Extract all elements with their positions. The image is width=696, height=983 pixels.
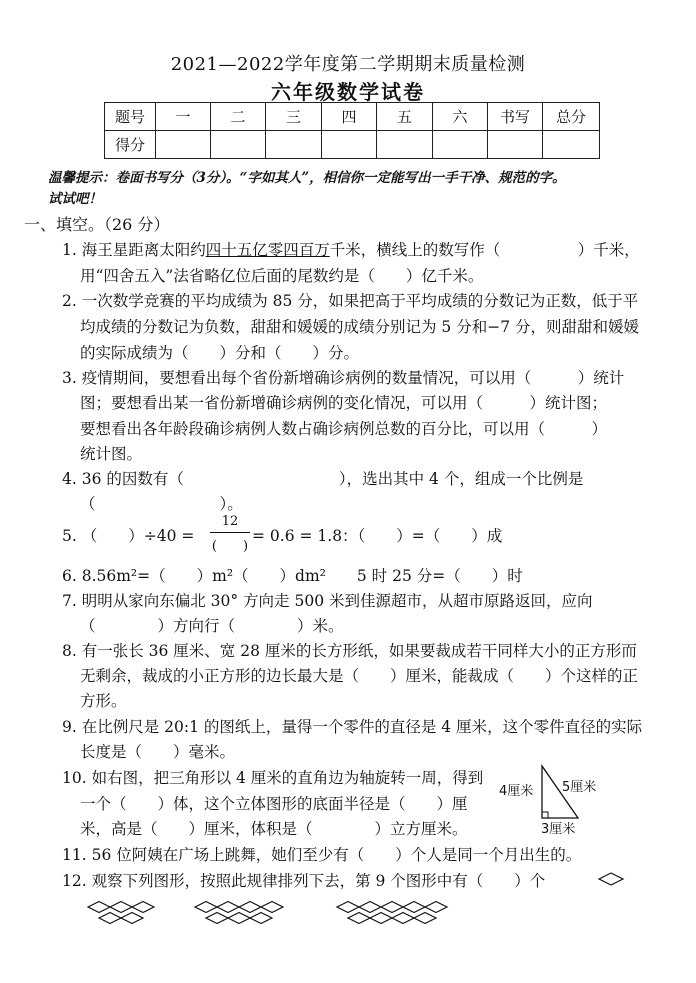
question-8-line-3: 方形。 — [80, 692, 127, 710]
exam-title: 2021—2022学年度第二学期期末质量检测 — [170, 54, 526, 75]
rhombus-pattern-figures — [0, 895, 696, 940]
question-1-line-2: 用“四舍五入”法省略亿位后面的尾数约是（ ）亿千米。 — [80, 267, 484, 285]
question-3-line-4: 统计图。 — [80, 445, 143, 463]
q5-fraction-numerator: 12 — [221, 514, 239, 529]
question-5-suffix: = 0.6 = 1.8：（ ）=（ ）成 — [252, 527, 503, 545]
question-10-line-2: 一个（ ）体，这个立体图形的底面半径是（ ）厘 — [80, 795, 468, 813]
exam-subtitle: 六年级数学试卷 — [271, 80, 425, 104]
rhombus-shape — [217, 902, 239, 913]
score-input-cell[interactable] — [211, 131, 266, 159]
rhombus-shape — [88, 902, 110, 913]
score-input-cell[interactable] — [488, 131, 543, 159]
score-cell: 题号 — [105, 103, 156, 131]
score-cell: 一 — [156, 103, 211, 131]
question-8-line-1: 8. 有一张长 36 厘米、宽 28 厘米的长方形纸，如果要裁成若干同样大小的正方形而 — [62, 642, 637, 660]
question-6: 6. 8.56m²=（ ）m²（ ）dm² 5 时 25 分=（ ）时 — [62, 567, 523, 585]
question-3-line-3: 要想看出各年龄段确诊病例人数占确诊病例总数的百分比，可以用（ ） — [80, 420, 608, 438]
tip-line-2: 试试吧！ — [48, 191, 102, 207]
score-table-header-row — [105, 103, 600, 131]
question-2-line-3: 的实际成绩为（ ）分和（ ）分。 — [80, 344, 360, 362]
score-input-cell[interactable] — [377, 131, 433, 159]
question-2-line-2: 均成绩的分数记为负数，甜甜和媛媛的成绩分别记为 5 分和−7 分，则甜甜和媛媛 — [80, 318, 639, 336]
question-9-line-2: 长度是（ ）毫米。 — [80, 743, 236, 761]
question-10-line-3: 米，高是（ ）厘米，体积是（ ）立方厘米。 — [80, 820, 468, 838]
score-input-cell[interactable] — [433, 131, 488, 159]
rhombus-shape — [228, 913, 250, 924]
rhombus-shape — [121, 913, 143, 924]
q1-prefix: 1. 海王星距离太阳约 — [62, 241, 206, 259]
rhombus-shape — [99, 913, 121, 924]
rhombus-shape — [195, 902, 217, 913]
score-input-cell[interactable] — [156, 131, 211, 159]
pattern-figure-1 — [88, 902, 154, 924]
rhombus-shape — [359, 902, 381, 913]
question-12: 12. 观察下列图形，按照此规律排列下去，第 9 个图形中有（ ）个 — [62, 872, 546, 890]
rhombus-shape — [261, 902, 283, 913]
rhombus-shape — [110, 902, 132, 913]
question-4-line-2: （ ）。 — [80, 495, 243, 513]
score-row-label: 得分 — [105, 131, 156, 159]
q1-underlined-number: 四十五亿零四百万 — [205, 241, 330, 259]
question-8-line-2: 无剩余，裁成的小正方形的边长最大是（ ）厘米，能裁成（ ）个这样的正 — [80, 667, 639, 685]
rhombus-shape — [414, 913, 436, 924]
triangle-label-base: 3厘米 — [541, 822, 576, 837]
pattern-figure-2 — [195, 902, 283, 924]
rhombus-shape — [425, 902, 447, 913]
score-cell: 书写 — [488, 103, 543, 131]
question-7-line-2: （ ）方向行（ ）米。 — [80, 617, 344, 635]
question-5-prefix: 5. （ ）÷40 = — [62, 527, 195, 545]
score-cell: 二 — [211, 103, 266, 131]
rhombus-shape — [370, 913, 392, 924]
rhombus-shape — [403, 902, 425, 913]
question-7-line-1: 7. 明明从家向东偏北 30° 方向走 500 米到佳源超市，从超市原路返回，应向 — [62, 592, 593, 610]
rhombus-icon — [598, 872, 624, 886]
triangle-label-vertical: 4厘米 — [499, 784, 534, 799]
score-cell: 六 — [433, 103, 488, 131]
q5-fraction-denominator: ( ) — [211, 539, 249, 554]
score-cell: 三 — [266, 103, 322, 131]
triangle-label-hypotenuse: 5厘米 — [562, 780, 597, 795]
score-cell: 五 — [377, 103, 433, 131]
question-11: 11. 56 位阿姨在广场上跳舞，她们至少有（ ）个人是同一个月出生的。 — [62, 846, 582, 864]
rhombus-shape — [250, 913, 272, 924]
pattern-figure-3 — [337, 902, 447, 924]
question-2-line-1: 2. 一次数学竞赛的平均成绩为 85 分，如果把高于平均成绩的分数记为正数，低于平 — [62, 292, 639, 310]
question-10-line-1: 10. 如右图，把三角形以 4 厘米的直角边为轴旋转一周，得到 — [62, 769, 484, 787]
q5-fraction-bar — [210, 532, 250, 533]
question-4-line-1: 4. 36 的因数有（ ），选出其中 4 个，组成一个比例是 — [62, 470, 584, 488]
question-1-line-1 — [62, 238, 640, 260]
rhombus-shape — [206, 913, 228, 924]
rhombus-shape — [337, 902, 359, 913]
q1-suffix: 千米，横线上的数写作（ ）千米， — [329, 241, 640, 259]
section-heading: 一、填空。（26 分） — [24, 215, 170, 234]
score-cell: 四 — [322, 103, 377, 131]
score-input-cell[interactable] — [322, 131, 377, 159]
question-9-line-1: 9. 在比例尺是 20:1 的图纸上，量得一个零件的直径是 4 厘米，这个零件直径的实际 — [62, 718, 643, 736]
score-table — [104, 102, 600, 159]
score-cell: 总分 — [543, 103, 600, 131]
score-table-score-row — [105, 131, 600, 159]
tip-line-1: 温馨提示：卷面书写分（3分）。“字如其人”，相信你一定能写出一手干净、规范的字。 — [48, 170, 566, 186]
rhombus-shape — [381, 902, 403, 913]
score-input-cell[interactable] — [266, 131, 322, 159]
rhombus-shape — [348, 913, 370, 924]
score-input-cell[interactable] — [543, 131, 600, 159]
rhombus-shape — [132, 902, 154, 913]
question-3-line-2: 图；要想看出某一省份新增确诊病例的变化情况，可以用（ ）统计图； — [80, 394, 608, 412]
rhombus-shape — [239, 902, 261, 913]
rhombus-shape — [392, 913, 414, 924]
question-3-line-1: 3. 疫情期间，要想看出每个省份新增确诊病例的数量情况，可以用（ ）统计 — [62, 369, 625, 387]
